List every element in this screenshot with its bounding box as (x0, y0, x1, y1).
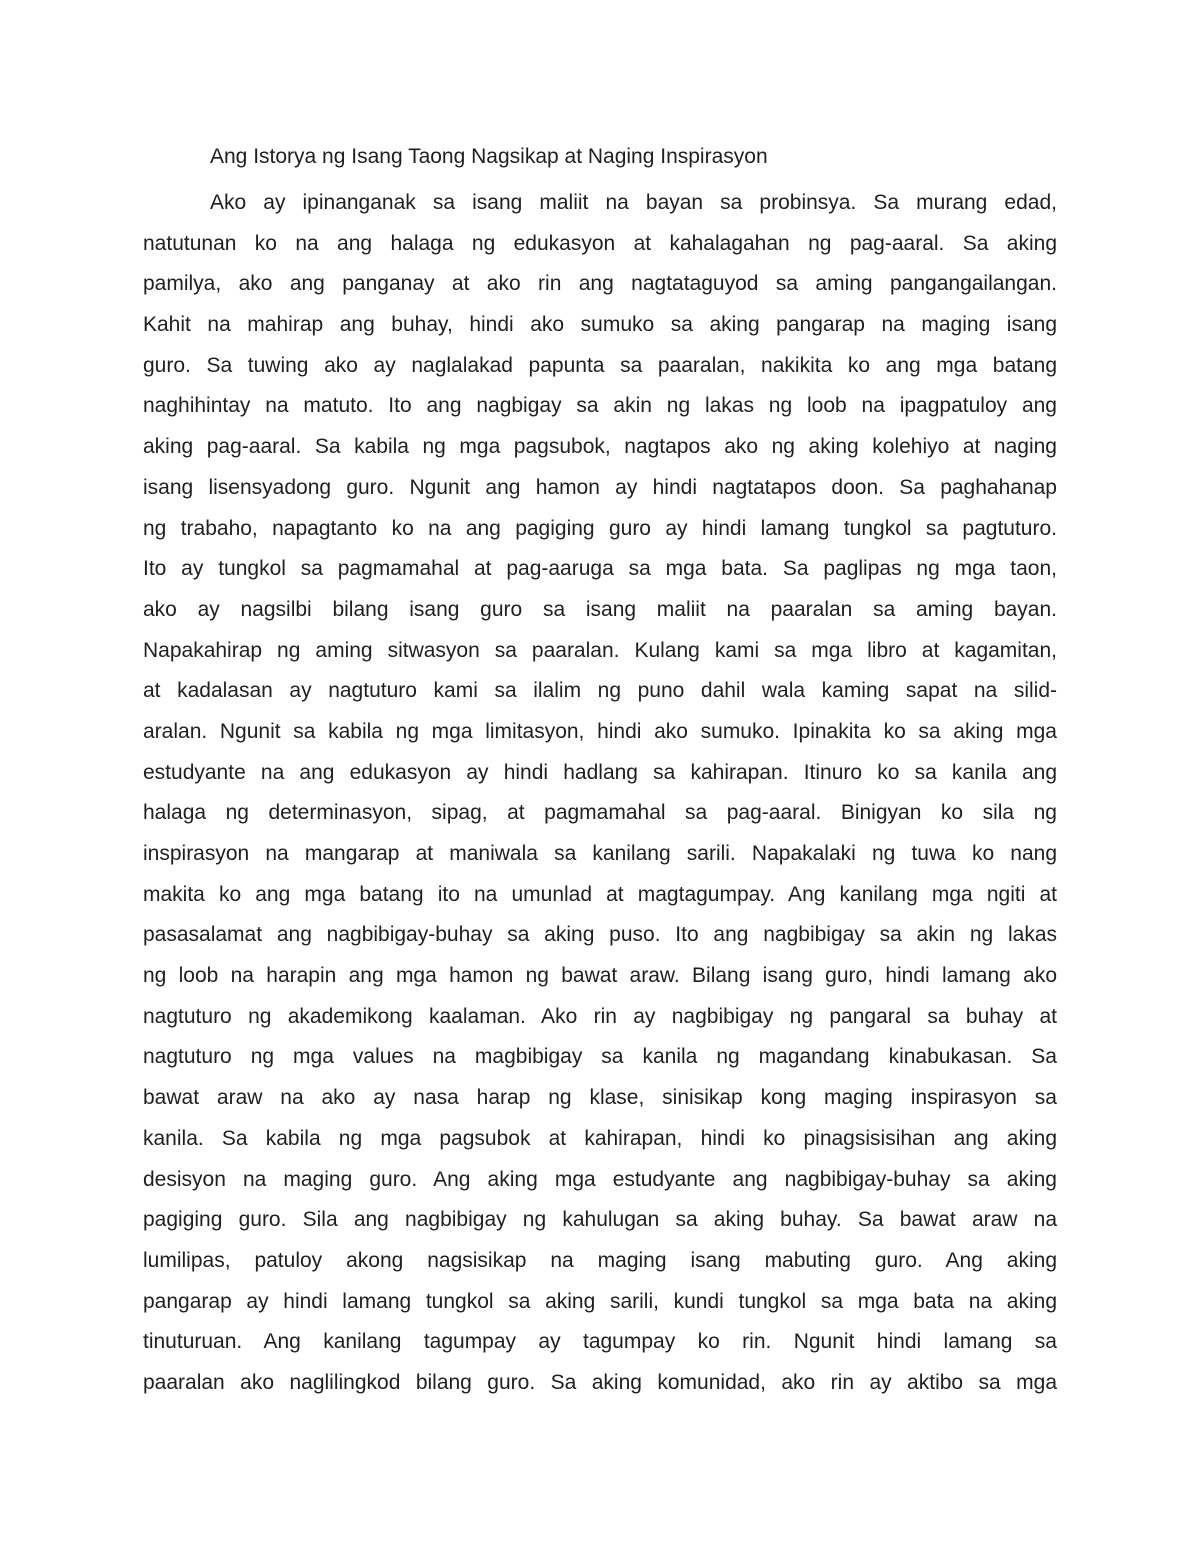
paragraph-line: naghihintay na matuto. Ito ang nagbigay sa akin ng lakas ng loob na ipagpatuloy ang (143, 394, 1057, 418)
paragraph-line: pasasalamat ang nagbibigay-buhay sa aking puso. Ito ang nagbibigay sa akin ng lakas (143, 923, 1057, 947)
paragraph-line: paaralan ako naglilingkod bilang guro. Sa aking komunidad, ako rin ay aktibo sa mga (143, 1370, 1057, 1394)
paragraph-line: ng trabaho, napagtanto ko na ang pagiging guro ay hindi lamang tungkol sa pagtuturo. (143, 516, 1057, 540)
body-paragraph (143, 183, 1057, 1404)
paragraph-line: Ito ay tungkol sa pagmamahal at pag-aaruga sa mga bata. Sa paglipas ng mga taon, (143, 557, 1057, 581)
paragraph-line: halaga ng determinasyon, sipag, at pagmamahal sa pag-aaral. Binigyan ko sila ng (143, 801, 1057, 825)
paragraph-line: aking pag-aaral. Sa kabila ng mga pagsubok, nagtapos ako ng aking kolehiyo at naging (143, 435, 1057, 459)
paragraph-line: guro. Sa tuwing ako ay naglalakad papunta sa paaralan, nakikita ko ang mga batang (143, 353, 1057, 377)
paragraph-line: at kadalasan ay nagtuturo kami sa ilalim ng puno dahil wala kaming sapat na silid- (143, 679, 1057, 703)
paragraph-line: nagtuturo ng mga values na magbibigay sa kanila ng magandang kinabukasan. Sa (143, 1045, 1057, 1069)
paragraph-line: pangarap ay hindi lamang tungkol sa aking sarili, kundi tungkol sa mga bata na aking (143, 1289, 1057, 1313)
paragraph-line: pagiging guro. Sila ang nagbibigay ng kahulugan sa aking buhay. Sa bawat araw na (143, 1208, 1057, 1232)
paragraph-line: isang lisensyadong guro. Ngunit ang hamon ay hindi nagtatapos doon. Sa paghahanap (143, 475, 1057, 499)
paragraph-line: Kahit na mahirap ang buhay, hindi ako sumuko sa aking pangarap na maging isang (143, 313, 1057, 337)
paragraph-line: natutunan ko na ang halaga ng edukasyon at kahalagahan ng pag-aaral. Sa aking (143, 231, 1057, 255)
paragraph-line: aralan. Ngunit sa kabila ng mga limitasyon, hindi ako sumuko. Ipinakita ko sa aking mga (143, 719, 1057, 743)
document-title: Ang Istorya ng Isang Taong Nagsikap at Naging Inspirasyon (210, 145, 768, 168)
paragraph-line: desisyon na maging guro. Ang aking mga estudyante ang nagbibigay-buhay sa aking (143, 1167, 1057, 1191)
paragraph-line: pamilya, ako ang panganay at ako rin ang nagtataguyod sa aming pangangailangan. (143, 272, 1057, 296)
paragraph-line: ng loob na harapin ang mga hamon ng bawat araw. Bilang isang guro, hindi lamang ako (143, 964, 1057, 988)
paragraph-line: lumilipas, patuloy akong nagsisikap na maging isang mabuting guro. Ang aking (143, 1248, 1057, 1272)
paragraph-line: makita ko ang mga batang ito na umunlad at magtagumpay. Ang kanilang mga ngiti at (143, 882, 1057, 906)
paragraph-line: inspirasyon na mangarap at maniwala sa kanilang sarili. Napakalaki ng tuwa ko nang (143, 842, 1057, 865)
paragraph-line: nagtuturo ng akademikong kaalaman. Ako rin ay nagbibigay ng pangaral sa buhay at (143, 1004, 1057, 1028)
paragraph-line: Ako ay ipinanganak sa isang maliit na bayan sa probinsya. Sa murang edad, (210, 191, 1057, 214)
paragraph-line: ako ay nagsilbi bilang isang guro sa isang maliit na paaralan sa aming bayan. (143, 597, 1057, 621)
paragraph-line: estudyante na ang edukasyon ay hindi hadlang sa kahirapan. Itinuro ko sa kanila ang (143, 760, 1057, 784)
paragraph-line: tinuturuan. Ang kanilang tagumpay ay tagumpay ko rin. Ngunit hindi lamang sa (143, 1330, 1057, 1354)
paragraph-line: bawat araw na ako ay nasa harap ng klase, sinisikap kong maging inspirasyon sa (143, 1086, 1057, 1110)
paragraph-line: Napakahirap ng aming sitwasyon sa paaralan. Kulang kami sa mga libro at kagamitan, (143, 638, 1057, 662)
paragraph-line: kanila. Sa kabila ng mga pagsubok at kahirapan, hindi ko pinagsisisihan ang aking (143, 1126, 1057, 1150)
